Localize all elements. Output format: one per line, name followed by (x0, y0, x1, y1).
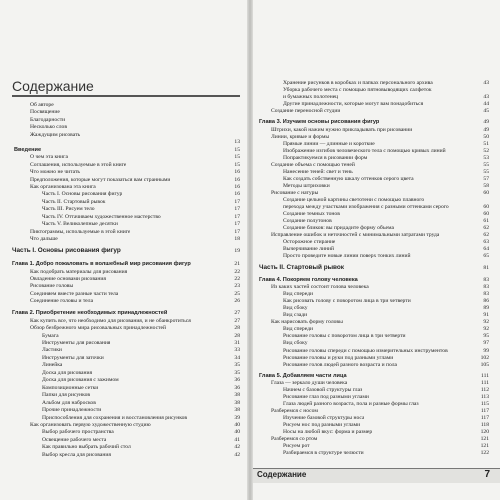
toc-page-number: 27 (234, 310, 240, 317)
toc-page-number: 60 (483, 204, 489, 211)
toc-entry-title: Глава 2. Приобретение необходимых принадлежностей (12, 310, 168, 317)
toc-entry-title: Часть I. Основы рисования фигур (42, 191, 123, 198)
toc-page-number: 43 (483, 80, 489, 86)
toc-page-number: 105 (480, 361, 489, 368)
toc-entry-title: Часть V. Великолепные десятки (42, 221, 118, 228)
toc-entry-title: Создание цельной картины светотени с помощью плавного (283, 197, 425, 204)
toc-entry-title: Соглашения, используемые в этой книге (30, 161, 127, 168)
toc-entry-title: Предположения, которые могут показаться вам странными (30, 176, 171, 183)
toc-entry-title: Как организовать первую художественную студию (30, 421, 151, 428)
toc-entry-title: Доска для рисования (42, 369, 93, 376)
toc-entry-title: Инструменты для рисования (42, 340, 111, 347)
toc-entry-title: Рисование головы спереди с помощью измерительных инструментов (283, 347, 448, 354)
toc-entry-title: Как организована эта книга (30, 183, 96, 190)
toc-page-number: 34 (234, 354, 240, 361)
toc-page-number: 81 (483, 264, 489, 271)
toc-page-number: 38 (234, 407, 240, 414)
toc-entry-title: Часть III. Рисуем тело (42, 206, 95, 213)
toc-page-number: 97 (483, 340, 489, 347)
toc-page-number: 38 (234, 399, 240, 406)
toc-entry-title: Выбор кресла для рисования (42, 451, 111, 458)
toc-page-number: 38 (234, 392, 240, 399)
toc-page-number: 62 (483, 232, 489, 239)
toc-entry-title: Обзор безбрежного мира рисовальных принадлежностей (30, 325, 166, 332)
toc-page-number: 15 (234, 161, 240, 168)
toc-entry-title: Вид спереди (283, 291, 313, 298)
toc-entry-title: Несколько слов (30, 124, 67, 131)
toc-entry-title: Разберемся с носом (271, 408, 318, 415)
toc-part-heading (0, 247, 247, 255)
toc-entry-title: Вид спереди (283, 326, 313, 333)
toc-entry-title: Как купить все, что необходимо для рисования, и не обанкротиться (30, 317, 191, 324)
toc-entry-title: Создание полутонов (283, 218, 332, 225)
toc-page-number: 44 (483, 101, 489, 108)
toc-page-number: 64 (483, 246, 489, 253)
toc-page-number: 86 (483, 298, 489, 305)
toc-entry-title: Об авторе (30, 102, 54, 108)
toc-page-number: 27 (234, 317, 240, 324)
toc-entry-title: Исправление ошибок и неточностей с минимальными затратами труда (271, 232, 440, 239)
toc-page-number: 91 (483, 312, 489, 319)
toc-page-number: 118 (480, 422, 489, 429)
toc-entry-title: Разберемся со ртом (271, 436, 318, 443)
toc-entry-title: Глаза — зеркало души человека (271, 379, 348, 386)
toc-page-number: 28 (234, 332, 240, 339)
right-page (253, 0, 500, 500)
toc-entry-title: Начнем с базовой структуры глаз (283, 387, 363, 394)
toc-entry-title: Введение (14, 146, 42, 153)
toc-entry-title: Рисуем нос под разными углами (283, 422, 361, 429)
toc-page-number: 117 (480, 415, 489, 422)
toc-page-number: 45 (483, 108, 489, 115)
toc-entry-title: Приспособления для сохранения и восстановления рисунков (42, 414, 188, 421)
toc-page-number: 52 (483, 147, 489, 154)
toc-page-number: 60 (483, 189, 489, 196)
toc-entry-title: Как подобрать материалы для рисования (30, 268, 128, 275)
toc-page-number: 35 (234, 362, 240, 369)
toc-entry-title: Соединение головы и тела (30, 298, 94, 305)
toc-page-number: 120 (480, 429, 489, 436)
toc-entry-title: Осторожное стирание (283, 239, 336, 246)
toc-entry-title: Овладение основами рисования (30, 275, 106, 282)
toc-page-number: 16 (234, 169, 240, 176)
toc-entry-title: Хранение рисунков в коробках и папках персонального архива (283, 80, 433, 86)
toc-page-number: 83 (483, 284, 489, 291)
toc-page-number: 17 (234, 206, 240, 213)
toc-entry-title: Соединяем вместе разные части тела (30, 290, 119, 297)
toc-entry-title: Создание темных тонов (283, 211, 340, 218)
toc-entry-title: Штрихи, какой нажим нужно прикладывать при рисовании (271, 126, 413, 133)
toc-page-number: 55 (483, 161, 489, 168)
toc-page-number: 55 (483, 168, 489, 175)
toc-page-number: 42 (234, 444, 240, 451)
toc-entry-title: Что дальше (30, 236, 58, 243)
toc-entry-title: Рисуем рот (283, 443, 310, 450)
toc-page-number: 23 (234, 283, 240, 290)
toc-page-number: 92 (483, 326, 489, 333)
toc-page-number: 17 (234, 213, 240, 220)
toc-page-number: 16 (234, 191, 240, 198)
toc-entry-title: О чем эта книга (30, 154, 68, 161)
toc-page-number: 13 (234, 139, 240, 146)
toc-entry-title: Рисование головы с поворотом лица в три четверти (283, 333, 406, 340)
toc-page-number: 60 (483, 211, 489, 218)
toc-page-number: 33 (234, 347, 240, 354)
toc-entry-title: Рисование головы (30, 283, 74, 290)
toc-entry-title: Как правильно выбрать рабочий стол (42, 444, 131, 451)
toc-page-number: 61 (483, 218, 489, 225)
toc-page-number: 42 (234, 451, 240, 458)
toc-entry (253, 252, 500, 260)
toc-entry-title: Часть II. Стартовый рывок (42, 198, 106, 205)
toc-page-number: 28 (234, 325, 240, 332)
toc-page-number: 49 (483, 126, 489, 133)
toc-entry-title: Линии, кривые и формы (271, 133, 330, 140)
toc-page-number: 15 (234, 154, 240, 161)
toc-entry-title: Уборка рабочего места с помощью пятновыводящих салфеток (283, 87, 432, 94)
toc-page-number: 40 (234, 421, 240, 428)
toc-page-number: 62 (483, 225, 489, 232)
toc-entry-title: Изображение изгибов человеческого тела с помощью кривых линий (283, 147, 446, 154)
toc-entry (253, 449, 500, 457)
page-title: Содержание (12, 78, 240, 97)
toc-entry-title: Глаза людей разного возраста, пола и разные формы глаз (283, 401, 419, 408)
toc-page-number: 43 (483, 94, 489, 101)
toc-entry-title: Из каких частей состоит голова человека (271, 284, 369, 291)
toc-page-number: 18 (234, 236, 240, 243)
toc-entry-title: Изучение базовой структуры носа (283, 415, 365, 422)
toc-page-number: 40 (234, 429, 240, 436)
toc-page-number: 49 (483, 119, 489, 126)
toc-entry-title: Бумага (42, 332, 59, 339)
toc-page-number: 65 (483, 253, 489, 260)
toc-entry-title: Рисование голов людей разного возраста и пола (283, 361, 397, 368)
toc-entry-title: Как нарисовать форму головы (271, 319, 343, 326)
toc-entry-title: Инструменты для заточки (42, 354, 104, 361)
toc-entry-title: Глава 4. Покоряем голову человека (259, 277, 358, 284)
toc-page-number: 25 (234, 290, 240, 297)
toc-entry (253, 361, 500, 369)
toc-page-number: 113 (480, 394, 489, 401)
toc-page-number: 31 (234, 340, 240, 347)
toc-entry-title: Рисование с натуры (271, 189, 319, 196)
toc-page-number: 53 (483, 154, 489, 161)
page-footer (253, 468, 500, 483)
toc-entry-title: Часть II. Стартовый рывок (259, 263, 345, 271)
toc-entry-title: Глава 5. Добавляем части лица (259, 372, 347, 379)
toc-entry-title: Папки для рисунков (42, 392, 91, 399)
toc-page-number: 50 (483, 133, 489, 140)
toc-entry-title: Разбираемся в структуре челюсти (283, 450, 364, 457)
toc-entry-title: Часть IV. Оттачиваем художественное мастерство (42, 213, 161, 220)
toc-page-number: 36 (234, 377, 240, 384)
toc-entry-title: Создание бликов: вы придадите форму объема (283, 225, 394, 232)
toc-entry-title: Глава 1. Добро пожаловать в волшебный мир рисования фигур (12, 261, 191, 268)
toc-entry-title: Создание объема с помощью теней (271, 161, 355, 168)
toc-page-number: 17 (234, 228, 240, 235)
toc-entry-title: Глава 3. Изучаем основы рисования фигур (259, 119, 380, 126)
toc-page-number: 51 (483, 140, 489, 147)
toc-entry-title: Вид сбоку (283, 340, 308, 347)
toc-page-number: 19 (234, 248, 240, 255)
toc-entry-title: Вид сбоку (283, 305, 308, 312)
toc-entry-title: Пиктограммы, используемые в этой книге (30, 228, 131, 235)
toc-part-heading (253, 264, 500, 272)
toc-entry-title: Благодарности (30, 116, 66, 123)
toc-entry-title: Ластики (42, 347, 62, 354)
toc-page-number: 112 (480, 387, 489, 394)
toc-entry-title: Просто проведите новые линии поверх тонких линий (283, 253, 411, 260)
toc-page-number: 111 (481, 379, 489, 386)
toc-entry-title: Как рисовать голову с поворотом лица в три четверти (283, 298, 411, 305)
toc-entry-title: Создание переносной студии (271, 108, 341, 115)
toc-entry-title: Что можно не читать (30, 169, 80, 176)
toc-page-number: 17 (234, 221, 240, 228)
toc-entry-title: Рисование головы и руки под разными углами (283, 354, 394, 361)
toc-entry (0, 235, 247, 243)
toc-page-number: 121 (480, 436, 489, 443)
toc-entry-title: Вид сзади (283, 312, 308, 319)
toc-entry-title: Выбор рабочего пространства (42, 429, 114, 436)
toc-page-number: 92 (483, 319, 489, 326)
toc-page-number: 36 (234, 384, 240, 391)
toc-entry-title: Доска для рисования с зажимом (42, 377, 119, 384)
toc-page-number: 99 (483, 347, 489, 354)
toc-page-number: 26 (234, 298, 240, 305)
toc-entry-title: Альбом для набросков (42, 399, 96, 406)
toc-entry (0, 297, 247, 305)
toc-page-number: 17 (234, 198, 240, 205)
toc-page-number: 83 (483, 291, 489, 298)
toc-page-number: 115 (480, 401, 489, 408)
toc-page-number: 39 (234, 414, 240, 421)
toc-page-number: 16 (234, 183, 240, 190)
toc-entry-title: Часть I. Основы рисования фигур (12, 247, 121, 255)
toc-entry-title: Освещение рабочего места (42, 436, 107, 443)
toc-page-number: 21 (234, 261, 240, 268)
toc-entry-title: и бумажных полотенец (283, 94, 339, 101)
toc-page-number: 83 (483, 277, 489, 284)
toc-entry-title: Композиционные сетки (42, 384, 99, 391)
toc-page-number: 22 (234, 268, 240, 275)
toc-page-number: 15 (234, 146, 240, 153)
toc-entry (253, 107, 500, 115)
toc-page-number: 122 (480, 450, 489, 457)
toc-page-number: 16 (234, 176, 240, 183)
toc-page-number: 117 (480, 408, 489, 415)
toc-entry-title: Прочие принадлежности (42, 407, 102, 414)
toc-page-number: 121 (480, 443, 489, 450)
toc-page-number: 57 (483, 175, 489, 182)
toc-entry-title: Жаждущим рисовать (30, 131, 81, 138)
toc-page-number: 58 (483, 182, 489, 189)
page-number: 7 (484, 469, 490, 480)
toc-page-number: 63 (483, 239, 489, 246)
toc-entry-title: Прямые линии — длинные и короткие (283, 140, 375, 147)
toc-page-number: 89 (483, 305, 489, 312)
toc-entry-title: Носы на любой вкус: форма и размер (283, 429, 373, 436)
toc-entry-title: перехода между участками изображения с разными оттенками серого (283, 204, 449, 211)
toc-page-number: 111 (481, 372, 489, 379)
toc-entry-title: Попрактикуемся в рисовании форм (283, 154, 368, 161)
toc-page-number: 41 (234, 436, 240, 443)
footer-section-label: Содержание (257, 470, 307, 479)
toc-entry-title: Посвящение (30, 109, 60, 116)
toc-page-number: 95 (483, 333, 489, 340)
toc-entry (0, 451, 247, 459)
toc-entry-title: Нанесение теней: свет и тень (283, 168, 353, 175)
toc-entry-title: Другие принадлежности, которые могут вам понадобиться (283, 101, 424, 108)
toc-entry-title: Вычерчивание линий (283, 246, 334, 253)
left-page (0, 0, 247, 500)
toc-entry-title: Линейка (42, 362, 63, 369)
toc-page-number: 35 (234, 369, 240, 376)
toc-page-number: 102 (480, 354, 489, 361)
toc-entry-title: Как создать собственную шкалу оттенков серого цвета (283, 175, 414, 182)
toc-entry-title: Рисование глаз под разными углами (283, 394, 369, 401)
toc-entry-title: Методы штриховки (283, 182, 330, 189)
toc-page-number: 22 (234, 275, 240, 282)
